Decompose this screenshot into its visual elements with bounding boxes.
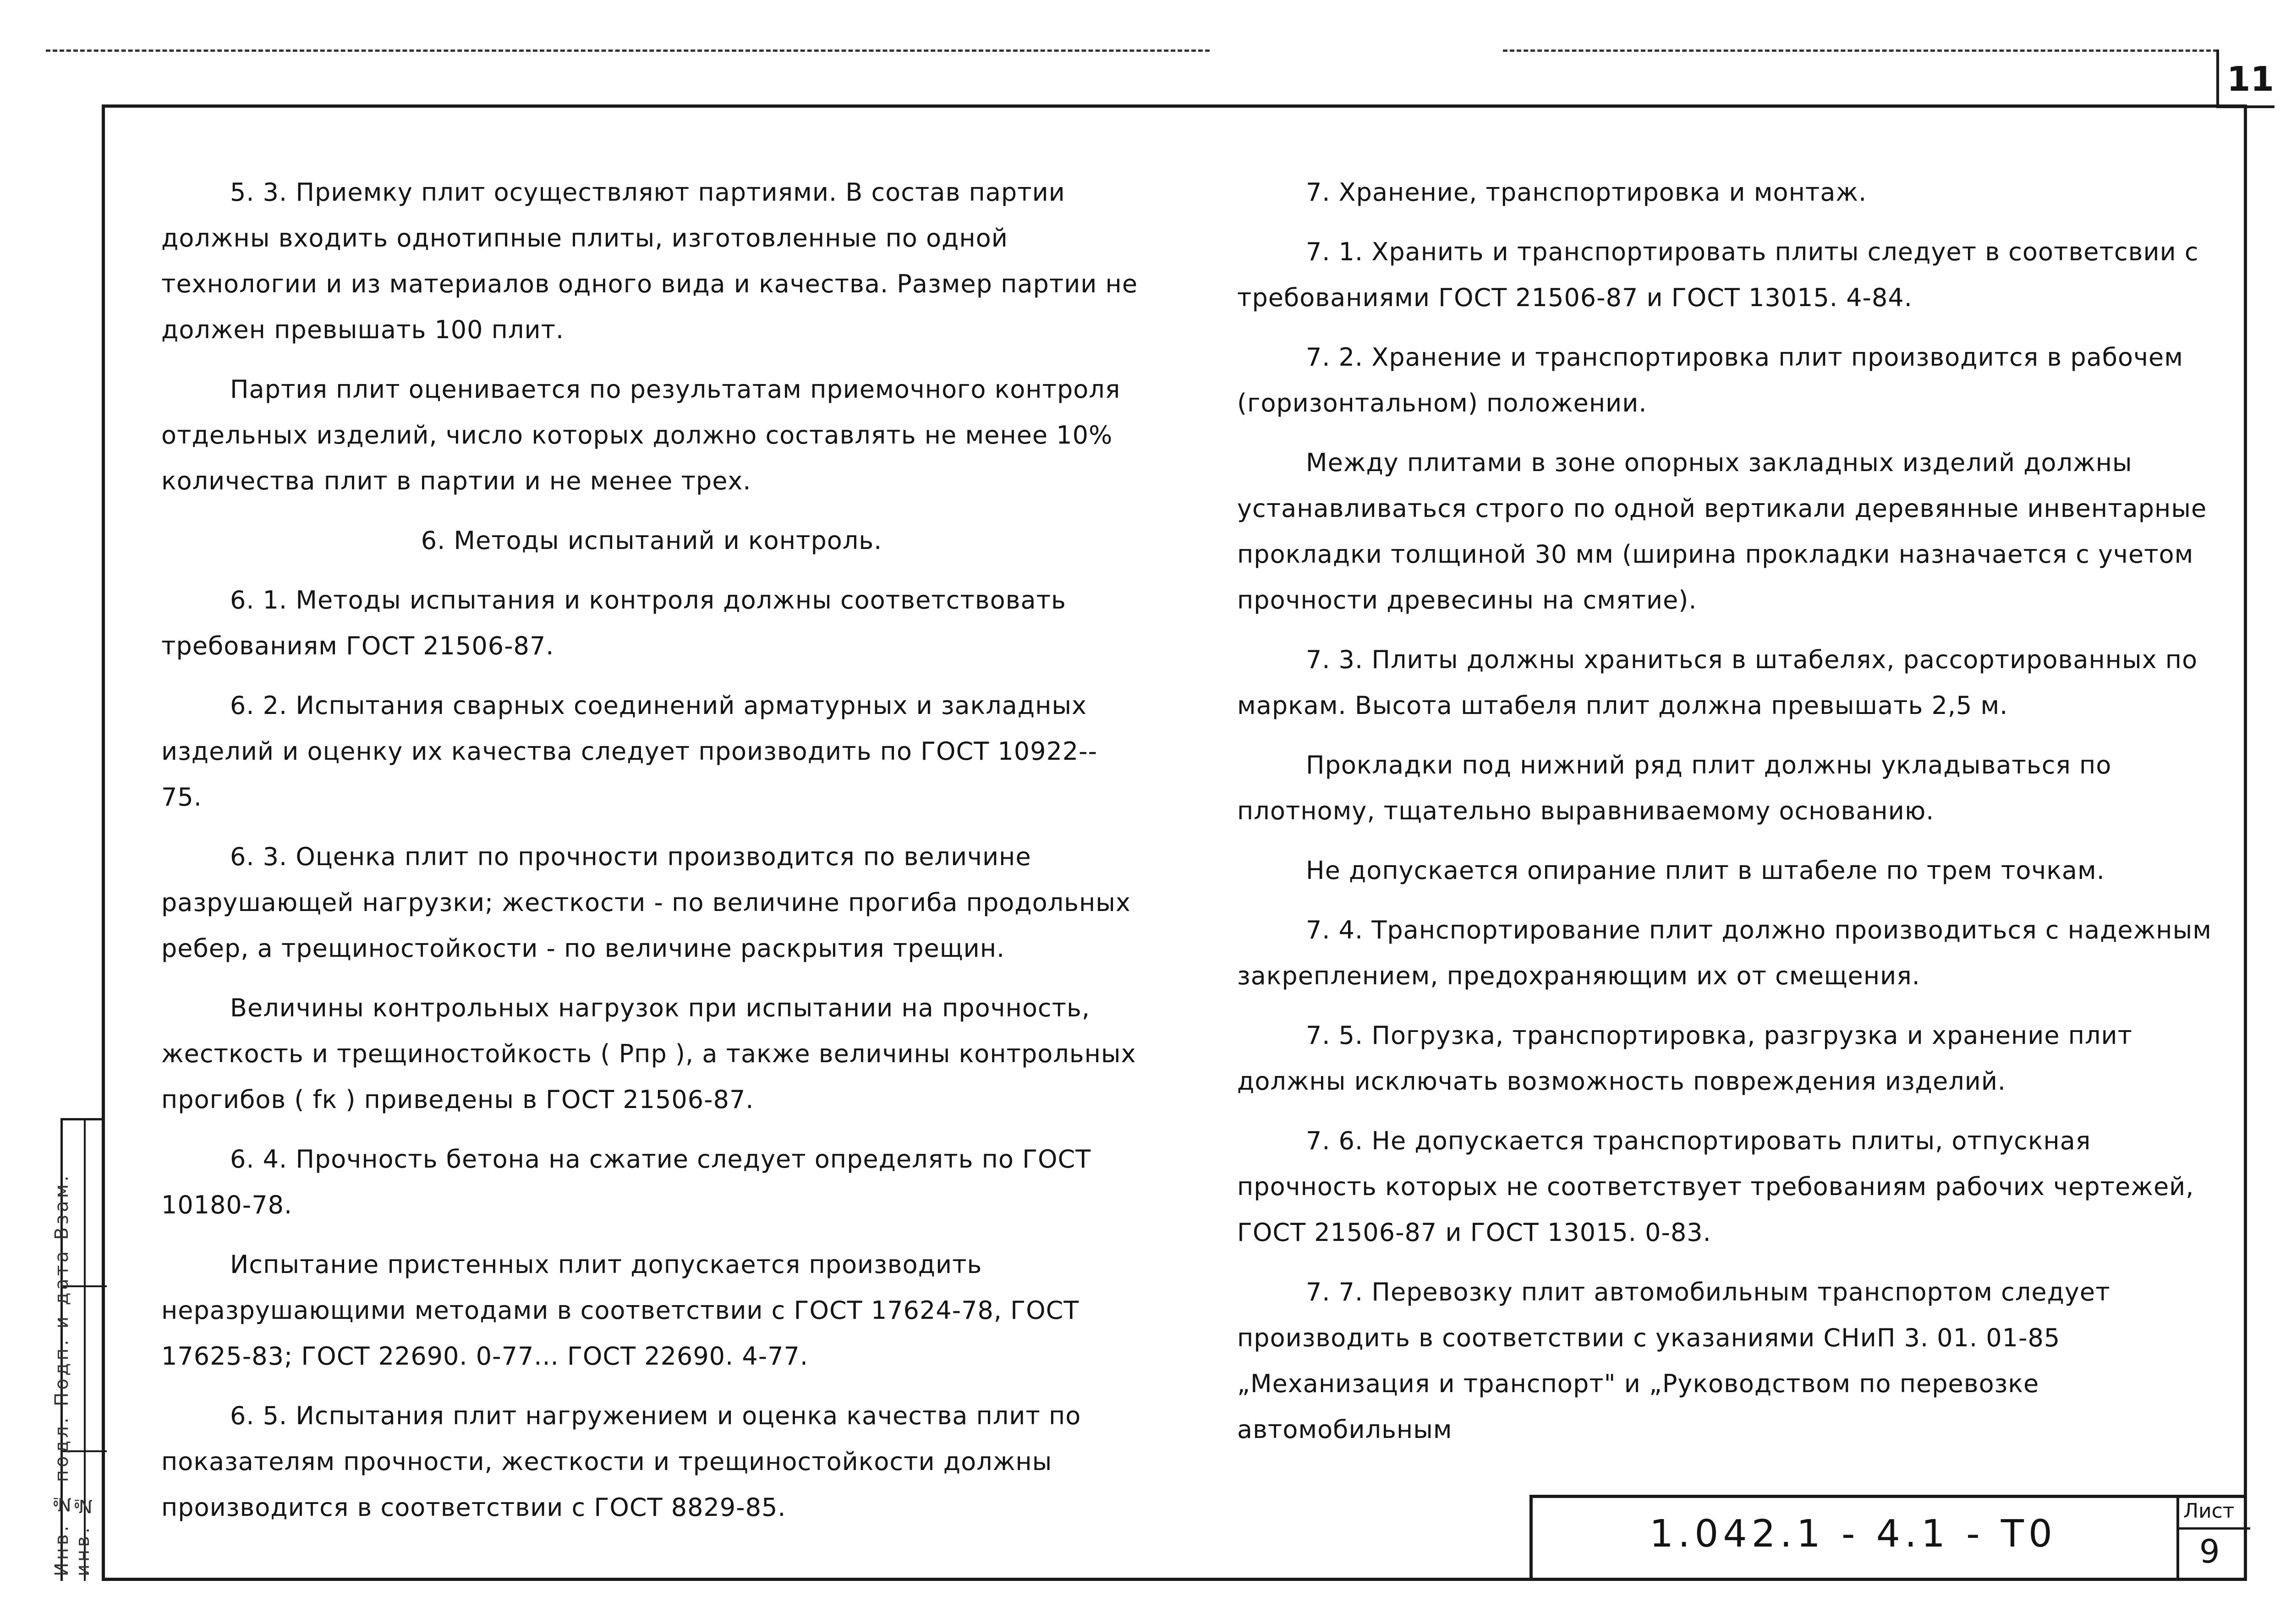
section-heading-7: 7. Хранение, транспортировка и монтаж. xyxy=(1306,178,1867,207)
paragraph-5-3-batch: Партия плит оценивается по результатам приемочного контроля отдельных изделий, число которых должно составлять не менее 10% количества плит в партии и не менее трех. xyxy=(161,375,1121,495)
paragraph-7-3: 7. 3. Плиты должны храниться в штабелях, рассортированных по маркам. Высота штабеля плит должна превышать 2,5 м. xyxy=(1237,645,2198,720)
right-text-column xyxy=(1237,170,2222,1466)
paragraph-7-4: 7. 4. Транспортирование плит должно производиться с надежным закреплением, предохраняющим их от смещения. xyxy=(1237,916,2212,990)
paragraph-7-1: 7. 1. Хранить и транспортировать плиты следует в соответсвии с требованиями ГОСТ 21506-87 и ГОСТ 13015. 4-84. xyxy=(1237,237,2199,312)
paragraph-6-4-nondestructive: Испытание пристенных плит допускается производить неразрушающими методами в соответствии с ГОСТ 17624-78, ГОСТ 17625-83; ГОСТ 22690. 0-77... ГОСТ 22690. 4-77. xyxy=(161,1250,1080,1371)
top-dashed-line-right xyxy=(1503,49,2218,52)
sheet-label: Лист xyxy=(2183,1499,2235,1523)
page-number: 11 xyxy=(2227,60,2274,99)
paragraph-7-7: 7. 7. Перевозку плит автомобильным транспортом следует производить в соответствии с указаниями СНиП 3. 01. 01-85 „Механизация и транспорт" и „Руководством по перевозке автомобильным xyxy=(1237,1278,2110,1444)
paragraph-5-3: 5. 3. Приемку плит осуществляют партиями. В состав партии должны входить однотипные плиты, изготовленные по одной технологии и из материалов одного вида и качества. Размер партии не должен превышать 100 плит. xyxy=(161,178,1138,344)
document-code: 1.042.1 - 4.1 - Т0 xyxy=(1650,1512,2057,1556)
sheet-number: 9 xyxy=(2199,1533,2220,1570)
paragraph-6-3: 6. 3. Оценка плит по прочности производится по величине разрушающей нагрузки; жесткости - по величине прогиба продольных ребер, а трещиностойкости - по величине раскрытия трещин. xyxy=(161,842,1131,963)
section-heading-6: 6. Методы испытаний и контроль. xyxy=(421,526,882,555)
paragraph-7-2: 7. 2. Хранение и транспортировка плит производится в рабочем (горизонтальном) положении. xyxy=(1237,343,2183,417)
paragraph-6-2: 6. 2. Испытания сварных соединений арматурных и закладных изделий и оценку их качества следует производить по ГОСТ 10922-- 75. xyxy=(161,691,1098,812)
left-text-column xyxy=(161,170,1142,1544)
paragraph-6-4: 6. 4. Прочность бетона на сжатие следует определять по ГОСТ 10180-78. xyxy=(161,1145,1091,1219)
paragraph-6-5: 6. 5. Испытания плит нагружением и оценка качества плит по показателям прочности, жесткости и трещиностойкости должны производится в соответствии с ГОСТ 8829-85. xyxy=(161,1401,1081,1522)
paragraph-7-3-base: Прокладки под нижний ряд плит должны укладываться по плотному, тщательно выравниваемому основанию. xyxy=(1237,751,2112,825)
paragraph-6-1: 6. 1. Методы испытания и контроля должны соответствовать требованиям ГОСТ 21506-87. xyxy=(161,586,1066,660)
sheet-cell-divider xyxy=(2176,1527,2250,1530)
top-dashed-line-left xyxy=(46,49,1210,52)
paragraph-7-3-support: Не допускается опирание плит в штабеле по трем точкам. xyxy=(1306,856,2105,885)
title-block-separator xyxy=(2176,1498,2179,1581)
paragraph-7-2-spacers: Между плитами в зоне опорных закладных изделий должны устанавливаться строго по одной вертикали деревянные инвентарные прокладки толщиной 30 мм (ширина прокладки назначается с учетом прочности древесины на смятие). xyxy=(1237,448,2207,614)
paragraph-7-5: 7. 5. Погрузка, транспортировка, разгрузка и хранение плит должны исключать возможность повреждения изделий. xyxy=(1237,1021,2133,1096)
paragraph-7-6: 7. 6. Не допускается транспортировать плиты, отпускная прочность которых не соответствует требованиям рабочих чертежей, ГОСТ 21506-87 и ГОСТ 13015. 0-83. xyxy=(1237,1126,2194,1247)
side-stamp-label: Инв. № подл. Подп. и дата Взам. инв. № xyxy=(51,1173,93,1576)
paragraph-6-3-loads: Величины контрольных нагрузок при испытании на прочность, жесткость и трещиностойкость ( Рпр ), а также величины контрольных прогибов ( fк ) приведены в ГОСТ 21506-87. xyxy=(161,993,1136,1114)
